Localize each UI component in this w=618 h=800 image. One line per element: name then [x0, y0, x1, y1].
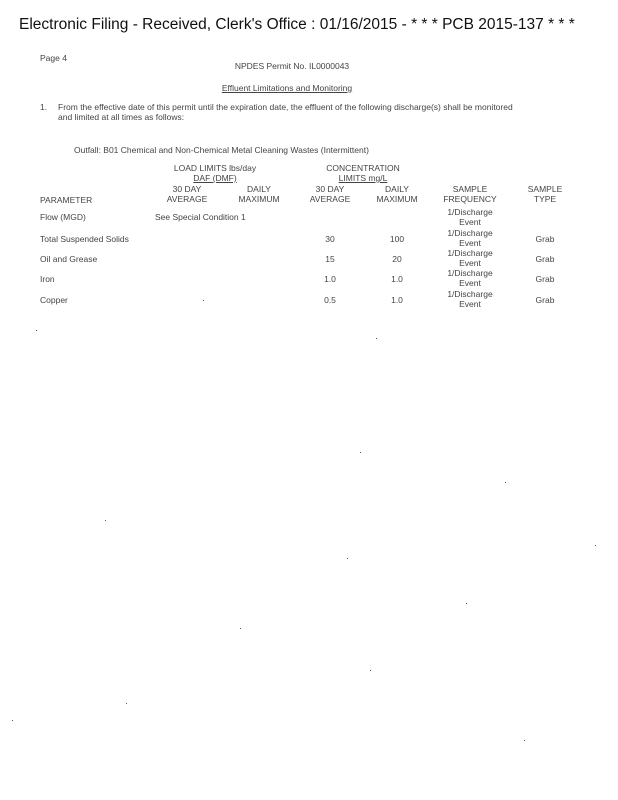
table-row-frequency — [447, 248, 492, 268]
frequency-line-2: Event — [459, 278, 481, 288]
frequency-line-1: 1/Discharge — [447, 248, 493, 258]
col-conc-30day-header — [310, 184, 350, 204]
frequency-line-2: Event — [459, 299, 481, 309]
col-conc-30day-l1: 30 DAY — [315, 184, 345, 194]
col-load-daily-header — [238, 184, 279, 204]
table-row-frequency — [447, 207, 492, 227]
col-frequency-l2: FREQUENCY — [443, 194, 497, 204]
table-row-parameter: Total Suspended Solids — [40, 234, 129, 244]
table-row-conc-max: 20 — [392, 254, 402, 264]
table-row-conc-avg: 15 — [325, 254, 335, 264]
col-conc-daily-header — [376, 184, 417, 204]
load-limits-title: LOAD LIMITS lbs/day — [173, 163, 257, 173]
table-row-parameter: Flow (MGD) — [40, 212, 86, 222]
table-row-conc-avg: 1.0 — [324, 274, 336, 284]
col-parameter-header: PARAMETER — [40, 195, 93, 205]
item-text-line-2: and limited at all times as follows: — [58, 112, 185, 122]
col-frequency-header — [443, 184, 496, 204]
table-row-parameter: Iron — [40, 274, 55, 284]
table-row-sample-type: Grab — [535, 234, 555, 244]
table-row-frequency — [447, 289, 492, 309]
scan-speck — [12, 720, 13, 721]
scan-speck — [376, 338, 377, 339]
scan-speck — [105, 520, 106, 521]
col-load-30day-l2: AVERAGE — [166, 194, 208, 204]
frequency-line-1: 1/Discharge — [447, 207, 493, 217]
scan-speck — [126, 703, 127, 704]
item-text-line-1: From the effective date of this permit until the expiration date, the effluent of the following discharge(s) shall be monitored — [58, 102, 513, 112]
filing-stamp-header: Electronic Filing - Received, Clerk's Office : 01/16/2015 - * * * PCB 2015-137 * * * — [19, 16, 575, 33]
table-row-sample-type: Grab — [535, 295, 555, 305]
table-row-conc-avg: 0.5 — [324, 295, 336, 305]
outfall-line: Outfall: B01 Chemical and Non-Chemical Metal Cleaning Wastes (Intermittent) — [74, 145, 369, 155]
table-row-load-note: See Special Condition 1 — [155, 212, 246, 222]
col-conc-daily-l2: MAXIMUM — [376, 194, 418, 204]
scan-speck — [240, 628, 241, 629]
scan-speck — [370, 670, 371, 671]
table-row-frequency — [447, 268, 492, 288]
concentration-header — [326, 163, 400, 183]
scan-speck — [524, 740, 525, 741]
table-row-frequency — [447, 228, 492, 248]
table-row-sample-type: Grab — [535, 254, 555, 264]
col-type-l2: TYPE — [533, 194, 557, 204]
frequency-line-1: 1/Discharge — [447, 289, 493, 299]
table-row-conc-max: 1.0 — [391, 295, 403, 305]
concentration-title: CONCENTRATION — [326, 163, 400, 173]
section-title: Effluent Limitations and Monitoring — [221, 83, 353, 93]
scan-speck — [595, 545, 596, 546]
col-type-l1: SAMPLE — [527, 184, 563, 194]
frequency-line-1: 1/Discharge — [447, 268, 493, 278]
col-load-30day-l1: 30 DAY — [172, 184, 202, 194]
frequency-line-1: 1/Discharge — [447, 228, 493, 238]
scan-speck — [347, 558, 348, 559]
col-load-daily-l1: DAILY — [247, 184, 271, 194]
scan-speck — [36, 330, 37, 331]
col-conc-30day-l2: AVERAGE — [309, 194, 351, 204]
scan-speck — [360, 452, 361, 453]
table-row-parameter: Copper — [40, 295, 68, 305]
table-row-conc-max: 1.0 — [391, 274, 403, 284]
col-frequency-l1: SAMPLE — [452, 184, 488, 194]
scan-speck — [505, 482, 506, 483]
table-row-conc-avg: 30 — [325, 234, 335, 244]
frequency-line-2: Event — [459, 258, 481, 268]
table-row-parameter: Oil and Grease — [40, 254, 98, 264]
scan-speck — [466, 603, 467, 604]
permit-number: NPDES Permit No. IL0000043 — [234, 61, 350, 71]
scan-speck — [203, 300, 204, 301]
col-type-header — [528, 184, 563, 204]
frequency-line-2: Event — [459, 238, 481, 248]
col-load-daily-l2: MAXIMUM — [238, 194, 280, 204]
load-limits-header — [174, 163, 256, 183]
table-row-conc-max: 100 — [389, 234, 405, 244]
page-label: Page 4 — [40, 53, 67, 63]
concentration-subtitle: LIMITS mg/L — [338, 173, 388, 183]
item-number: 1. — [40, 102, 48, 112]
table-row-sample-type: Grab — [535, 274, 555, 284]
load-limits-subtitle: DAF (DMF) — [193, 173, 237, 183]
frequency-line-2: Event — [459, 217, 481, 227]
col-load-30day-header — [167, 184, 207, 204]
col-conc-daily-l1: DAILY — [385, 184, 409, 194]
